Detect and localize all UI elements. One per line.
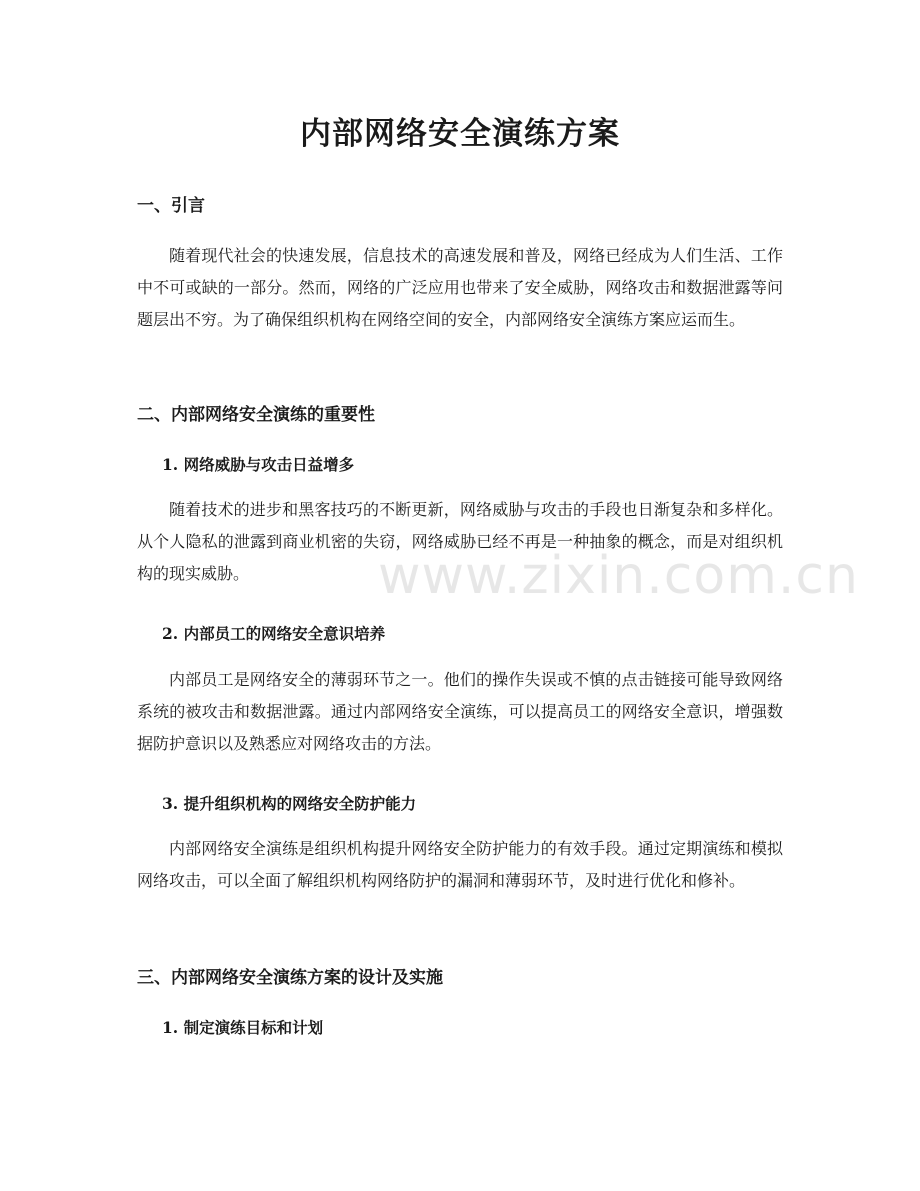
section-heading-intro: 一、引言	[137, 196, 205, 216]
subsection-paragraph-threats: 随着技术的进步和黑客技巧的不断更新，网络威胁与攻击的手段也日渐复杂和多样化。从个人隐私的泄露到商业机密的失窃，网络威胁已经不再是一种抽象的概念，而是对组织机构的现实威胁。	[137, 500, 783, 583]
subsection-heading-threats: 1. 网络威胁与攻击日益增多	[162, 455, 355, 474]
document-title: 内部网络安全演练方案	[300, 116, 620, 152]
subsection-paragraph-awareness: 内部员工是网络安全的薄弱环节之一。他们的操作失误或不慎的点击链接可能导致网络系统的被攻击和数据泄露。通过内部网络安全演练，可以提高员工的网络安全意识，增强数据防护意识以及熟悉应对网络攻击的方法。	[137, 670, 783, 753]
section-heading-design: 三、内部网络安全演练方案的设计及实施	[137, 968, 443, 988]
watermark: www.zixin.com.cn	[378, 546, 859, 606]
section-heading-importance: 二、内部网络安全演练的重要性	[137, 405, 375, 425]
subsection-heading-goals: 1. 制定演练目标和计划	[162, 1018, 324, 1037]
subsection-paragraph-capability: 内部网络安全演练是组织机构提升网络安全防护能力的有效手段。通过定期演练和模拟网络攻击，可以全面了解组织机构网络防护的漏洞和薄弱环节，及时进行优化和修补。	[137, 839, 783, 890]
subsection-heading-capability: 3. 提升组织机构的网络安全防护能力	[162, 794, 417, 813]
subsection-heading-awareness: 2. 内部员工的网络安全意识培养	[162, 624, 386, 643]
section-paragraph-intro: 随着现代社会的快速发展，信息技术的高速发展和普及，网络已经成为人们生活、工作中不可或缺的一部分。然而，网络的广泛应用也带来了安全威胁，网络攻击和数据泄露等问题层出不穷。为了确保组织机构在网络空间的安全，内部网络安全演练方案应运而生。	[137, 246, 783, 329]
